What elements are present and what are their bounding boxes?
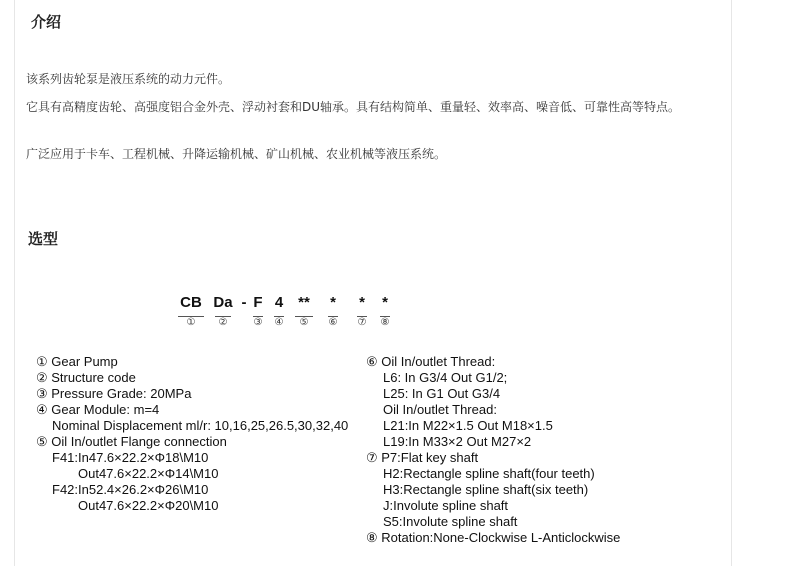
code-number: ④ xyxy=(274,317,284,328)
spec-line: S5:Involute spline shaft xyxy=(383,514,518,529)
code-segment xyxy=(355,293,369,329)
spec-line: ② Structure code xyxy=(36,370,136,385)
code-number: ⑦ xyxy=(357,317,367,328)
spec-line: F41:In47.6×22.2×Φ18\M10 xyxy=(52,450,209,465)
spec-line: Out47.6×22.2×Φ14\M10 xyxy=(78,466,219,481)
code-segment xyxy=(211,293,235,329)
code-text: - xyxy=(241,294,247,311)
spec-line: J:Involute spline shaft xyxy=(383,498,509,513)
code-segment xyxy=(293,293,315,329)
code-segment xyxy=(378,293,392,329)
code-text: F xyxy=(253,294,263,311)
code-number: ② xyxy=(218,317,228,328)
spec-line: H2:Rectangle spline shaft(four teeth) xyxy=(383,466,595,481)
spec-line: ⑤ Oil In/outlet Flange connection xyxy=(36,434,227,449)
spec-line: L25: In G1 Out G3/4 xyxy=(383,386,501,401)
spec-line: L19:In M33×2 Out M27×2 xyxy=(383,434,532,449)
code-text: * xyxy=(382,294,388,311)
spec-line: ⑦ P7:Flat key shaft xyxy=(366,450,479,465)
code-text: 4 xyxy=(274,294,284,311)
code-text: ** xyxy=(298,294,310,311)
code-text: Da xyxy=(213,294,233,311)
spec-line: ③ Pressure Grade: 20MPa xyxy=(36,386,192,401)
code-text: CB xyxy=(180,294,202,311)
spec-line: H3:Rectangle spline shaft(six teeth) xyxy=(383,482,589,497)
code-segment xyxy=(326,293,340,329)
spec-line: F42:In52.4×26.2×Φ26\M10 xyxy=(52,482,209,497)
code-number: ⑧ xyxy=(380,317,390,328)
spec-line: Nominal Displacement ml/r: 10,16,25,26.5,30,32,40 xyxy=(52,418,349,433)
code-segment xyxy=(251,293,265,329)
code-text: * xyxy=(359,294,365,311)
selection-heading: 选型 xyxy=(28,230,59,248)
spec-line: L6: In G3/4 Out G1/2; xyxy=(383,370,508,385)
code-segment xyxy=(272,293,286,329)
spec-left-column xyxy=(36,354,348,514)
spec-line: L21:In M22×1.5 Out M18×1.5 xyxy=(383,418,553,433)
code-dash xyxy=(239,293,249,312)
code-number: ① xyxy=(186,317,196,328)
spec-line: ④ Gear Module: m=4 xyxy=(36,402,160,417)
intro-heading: 介绍 xyxy=(31,13,62,31)
spec-line: Oil In/outlet Thread: xyxy=(383,402,497,417)
code-number: ⑥ xyxy=(328,317,338,328)
intro-paragraph: 该系列齿轮泵是液压系统的动力元件。 xyxy=(26,72,231,86)
spec-line: ⑥ Oil In/outlet Thread: xyxy=(366,354,496,369)
code-segment xyxy=(177,293,205,329)
code-number: ⑤ xyxy=(299,317,309,328)
spec-line: Out47.6×22.2×Φ20\M10 xyxy=(78,498,219,513)
intro-paragraph: 它具有高精度齿轮、高强度铝合金外壳、浮动衬套和DU轴承。具有结构简单、重量轻、效率高、噪音低、可靠性高等特点。 xyxy=(26,100,681,114)
code-text: * xyxy=(330,294,336,311)
spec-right-column xyxy=(366,354,620,546)
spec-line: ⑧ Rotation:None-Clockwise L-Anticlockwise xyxy=(366,530,621,545)
intro-paragraph: 广泛应用于卡车、工程机械、升降运输机械、矿山机械、农业机械等液压系统。 xyxy=(26,147,447,161)
spec-line: ① Gear Pump xyxy=(36,354,118,369)
code-number: ③ xyxy=(253,317,263,328)
